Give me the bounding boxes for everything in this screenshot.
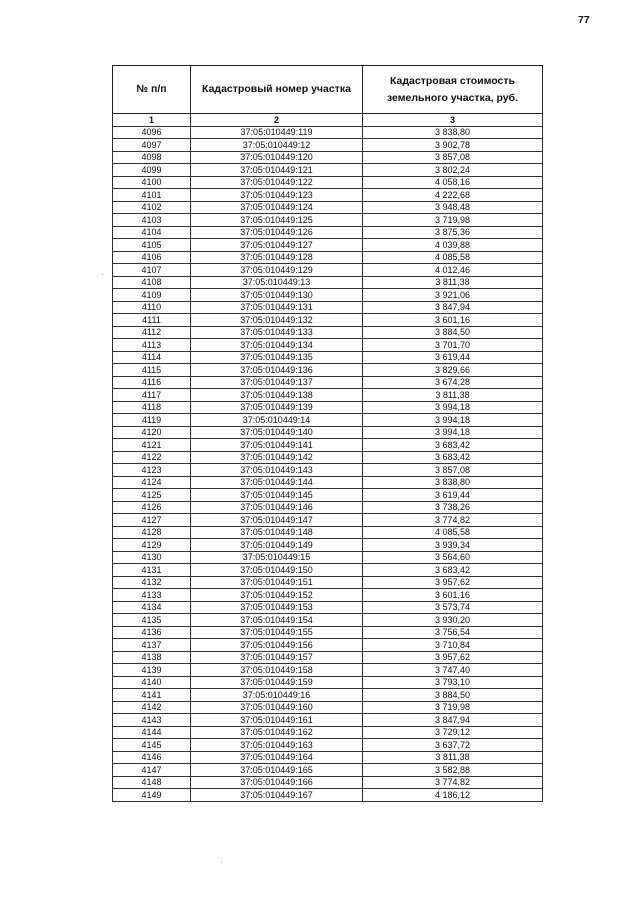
- cadastral-number-cell: 37:05:010449:148: [191, 526, 363, 539]
- table-row: [113, 139, 543, 152]
- table-row: [113, 251, 543, 264]
- cadastral-value-cell: 4 085,58: [363, 251, 543, 264]
- cadastral-number-cell: 37:05:010449:139: [191, 401, 363, 414]
- row-number-cell: 4146: [113, 751, 191, 764]
- cadastral-value-cell: 3 884,50: [363, 689, 543, 702]
- row-number-cell: 4145: [113, 739, 191, 752]
- row-number-cell: 4131: [113, 564, 191, 577]
- cadastral-value-cell: 3 774,82: [363, 776, 543, 789]
- row-number-cell: 4136: [113, 626, 191, 639]
- cadastral-number-cell: 37:05:010449:164: [191, 751, 363, 764]
- scan-speck: ·: [220, 858, 223, 867]
- cadastral-number-cell: 37:05:010449:121: [191, 164, 363, 177]
- column-number-3: 3: [363, 114, 543, 127]
- row-number-cell: 4114: [113, 351, 191, 364]
- cadastral-number-cell: 37:05:010449:149: [191, 539, 363, 552]
- table-row: [113, 414, 543, 427]
- cadastral-value-cell: 3 573,74: [363, 601, 543, 614]
- table-row: [113, 351, 543, 364]
- row-number-cell: 4113: [113, 339, 191, 352]
- table-row: [113, 501, 543, 514]
- cadastral-number-cell: 37:05:010449:131: [191, 301, 363, 314]
- row-number-cell: 4142: [113, 701, 191, 714]
- cadastral-number-cell: 37:05:010449:126: [191, 226, 363, 239]
- cadastral-value-cell: 3 729,12: [363, 726, 543, 739]
- cadastral-value-cell: 3 957,62: [363, 576, 543, 589]
- row-number-cell: 4107: [113, 264, 191, 277]
- row-number-cell: 4123: [113, 464, 191, 477]
- cadastral-number-cell: 37:05:010449:124: [191, 201, 363, 214]
- table-row: [113, 551, 543, 564]
- cadastral-value-cell: 3 683,42: [363, 451, 543, 464]
- row-number-cell: 4127: [113, 514, 191, 527]
- cadastral-number-cell: 37:05:010449:141: [191, 439, 363, 452]
- table-row: [113, 189, 543, 202]
- table-row: [113, 439, 543, 452]
- cadastral-value-cell: 4 058,16: [363, 176, 543, 189]
- cadastral-value-cell: 3 793,10: [363, 676, 543, 689]
- cadastral-number-cell: 37:05:010449:119: [191, 126, 363, 139]
- cadastral-number-cell: 37:05:010449:147: [191, 514, 363, 527]
- table-row: [113, 714, 543, 727]
- row-number-cell: 4141: [113, 689, 191, 702]
- row-number-cell: 4137: [113, 639, 191, 652]
- cadastral-value-cell: 3 811,38: [363, 276, 543, 289]
- cadastral-value-cell: 3 829,66: [363, 364, 543, 377]
- table-row: [113, 126, 543, 139]
- cadastral-number-cell: 37:05:010449:160: [191, 701, 363, 714]
- table-row: [113, 476, 543, 489]
- row-number-cell: 4099: [113, 164, 191, 177]
- cadastral-value-cell: 3 582,88: [363, 764, 543, 777]
- header-cadastral-value: Кадастровая стоимость земельного участка, руб.: [363, 66, 543, 114]
- cadastral-value-cell: 3 774,82: [363, 514, 543, 527]
- column-number-1: 1: [113, 114, 191, 127]
- row-number-cell: 4147: [113, 764, 191, 777]
- cadastral-value-cell: 3 957,62: [363, 651, 543, 664]
- cadastral-value-cell: 4 085,58: [363, 526, 543, 539]
- row-number-cell: 4125: [113, 489, 191, 502]
- row-number-cell: 4121: [113, 439, 191, 452]
- row-number-cell: 4140: [113, 676, 191, 689]
- cadastral-value-cell: 3 756,54: [363, 626, 543, 639]
- row-number-cell: 4143: [113, 714, 191, 727]
- cadastral-number-cell: 37:05:010449:155: [191, 626, 363, 639]
- cadastral-number-cell: 37:05:010449:159: [191, 676, 363, 689]
- cadastral-number-cell: 37:05:010449:143: [191, 464, 363, 477]
- row-number-cell: 4135: [113, 614, 191, 627]
- cadastral-number-cell: 37:05:010449:153: [191, 601, 363, 614]
- table-row: [113, 639, 543, 652]
- table-row: [113, 514, 543, 527]
- table-row: [113, 201, 543, 214]
- row-number-cell: 4105: [113, 239, 191, 252]
- cadastral-value-cell: 4 039,88: [363, 239, 543, 252]
- cadastral-number-cell: 37:05:010449:146: [191, 501, 363, 514]
- table-body: [113, 114, 543, 802]
- cadastral-number-cell: 37:05:010449:16: [191, 689, 363, 702]
- table-row: [113, 226, 543, 239]
- cadastral-number-cell: 37:05:010449:166: [191, 776, 363, 789]
- cadastral-value-cell: 3 930,20: [363, 614, 543, 627]
- cadastral-value-cell: 3 601,16: [363, 589, 543, 602]
- cadastral-value-cell: 3 619,44: [363, 489, 543, 502]
- table-row: [113, 626, 543, 639]
- cadastral-number-cell: 37:05:010449:165: [191, 764, 363, 777]
- cadastral-value-cell: 4 012,46: [363, 264, 543, 277]
- table-row: [113, 701, 543, 714]
- cadastral-value-cell: 3 719,98: [363, 214, 543, 227]
- table-row: [113, 176, 543, 189]
- row-number-cell: 4109: [113, 289, 191, 302]
- cadastral-value-table: [112, 65, 543, 802]
- cadastral-number-cell: 37:05:010449:127: [191, 239, 363, 252]
- cadastral-value-cell: 3 719,98: [363, 701, 543, 714]
- table-row: [113, 751, 543, 764]
- cadastral-number-cell: 37:05:010449:151: [191, 576, 363, 589]
- row-number-cell: 4133: [113, 589, 191, 602]
- cadastral-number-cell: 37:05:010449:130: [191, 289, 363, 302]
- cadastral-value-cell: 3 902,78: [363, 139, 543, 152]
- cadastral-number-cell: 37:05:010449:133: [191, 326, 363, 339]
- row-number-cell: 4116: [113, 376, 191, 389]
- cadastral-value-cell: 3 710,84: [363, 639, 543, 652]
- cadastral-value-cell: 3 857,08: [363, 464, 543, 477]
- cadastral-value-cell: 3 838,80: [363, 476, 543, 489]
- row-number-cell: 4122: [113, 451, 191, 464]
- cadastral-value-cell: 3 811,38: [363, 389, 543, 402]
- cadastral-number-cell: 37:05:010449:120: [191, 151, 363, 164]
- cadastral-value-cell: 3 683,42: [363, 439, 543, 452]
- cadastral-number-cell: 37:05:010449:145: [191, 489, 363, 502]
- row-number-cell: 4118: [113, 401, 191, 414]
- table-row: [113, 426, 543, 439]
- header-cadastral-number: Кадастровый номер участка: [191, 66, 363, 114]
- row-number-cell: 4103: [113, 214, 191, 227]
- cadastral-value-cell: 3 701,70: [363, 339, 543, 352]
- cadastral-value-cell: 3 857,08: [363, 151, 543, 164]
- table-row: [113, 326, 543, 339]
- table-row: [113, 739, 543, 752]
- table-row: [113, 676, 543, 689]
- cadastral-value-cell: 3 994,18: [363, 401, 543, 414]
- cadastral-value-cell: 3 875,36: [363, 226, 543, 239]
- table-row: [113, 789, 543, 802]
- row-number-cell: 4129: [113, 539, 191, 552]
- table-row: [113, 289, 543, 302]
- table-row: [113, 601, 543, 614]
- row-number-cell: 4115: [113, 364, 191, 377]
- row-number-cell: 4119: [113, 414, 191, 427]
- cadastral-value-cell: 3 674,28: [363, 376, 543, 389]
- table-row: [113, 214, 543, 227]
- table-row: [113, 276, 543, 289]
- table-row: [113, 614, 543, 627]
- cadastral-number-cell: 37:05:010449:140: [191, 426, 363, 439]
- header-row: [113, 66, 543, 114]
- cadastral-value-cell: 3 994,18: [363, 426, 543, 439]
- row-number-cell: 4139: [113, 664, 191, 677]
- row-number-cell: 4104: [113, 226, 191, 239]
- row-number-cell: 4128: [113, 526, 191, 539]
- cadastral-number-cell: 37:05:010449:158: [191, 664, 363, 677]
- column-number-2: 2: [191, 114, 363, 127]
- cadastral-value-cell: 3 921,06: [363, 289, 543, 302]
- row-number-cell: 4144: [113, 726, 191, 739]
- cadastral-number-cell: 37:05:010449:128: [191, 251, 363, 264]
- row-number-cell: 4124: [113, 476, 191, 489]
- cadastral-value-cell: 3 811,38: [363, 751, 543, 764]
- table-row: [113, 564, 543, 577]
- cadastral-number-cell: 37:05:010449:125: [191, 214, 363, 227]
- table-row: [113, 151, 543, 164]
- table-row: [113, 726, 543, 739]
- row-number-cell: 4134: [113, 601, 191, 614]
- row-number-cell: 4102: [113, 201, 191, 214]
- cadastral-number-cell: 37:05:010449:135: [191, 351, 363, 364]
- cadastral-value-cell: 3 601,16: [363, 314, 543, 327]
- row-number-cell: 4097: [113, 139, 191, 152]
- table-row: [113, 401, 543, 414]
- table-row: [113, 776, 543, 789]
- cadastral-number-cell: 37:05:010449:137: [191, 376, 363, 389]
- cadastral-number-cell: 37:05:010449:154: [191, 614, 363, 627]
- cadastral-number-cell: 37:05:010449:13: [191, 276, 363, 289]
- cadastral-value-cell: 3 564,60: [363, 551, 543, 564]
- table-row: [113, 589, 543, 602]
- table-row: [113, 314, 543, 327]
- row-number-cell: 4148: [113, 776, 191, 789]
- cadastral-number-cell: 37:05:010449:161: [191, 714, 363, 727]
- cadastral-number-cell: 37:05:010449:134: [191, 339, 363, 352]
- table-row: [113, 364, 543, 377]
- table-row: [113, 376, 543, 389]
- column-number-row: [113, 114, 543, 127]
- cadastral-value-cell: 3 847,94: [363, 301, 543, 314]
- table-row: [113, 651, 543, 664]
- cadastral-number-cell: 37:05:010449:132: [191, 314, 363, 327]
- table-row: [113, 389, 543, 402]
- row-number-cell: 4132: [113, 576, 191, 589]
- cadastral-number-cell: 37:05:010449:136: [191, 364, 363, 377]
- cadastral-value-cell: 3 683,42: [363, 564, 543, 577]
- cadastral-number-cell: 37:05:010449:150: [191, 564, 363, 577]
- row-number-cell: 4138: [113, 651, 191, 664]
- table-row: [113, 451, 543, 464]
- cadastral-number-cell: 37:05:010449:138: [191, 389, 363, 402]
- cadastral-value-cell: 3 939,34: [363, 539, 543, 552]
- table-row: [113, 164, 543, 177]
- row-number-cell: 4096: [113, 126, 191, 139]
- cadastral-number-cell: 37:05:010449:167: [191, 789, 363, 802]
- row-number-cell: 4100: [113, 176, 191, 189]
- cadastral-number-cell: 37:05:010449:152: [191, 589, 363, 602]
- cadastral-value-cell: 4 186,12: [363, 789, 543, 802]
- header-num: № п/п: [113, 66, 191, 114]
- row-number-cell: 4112: [113, 326, 191, 339]
- table-row: [113, 539, 543, 552]
- cadastral-number-cell: 37:05:010449:156: [191, 639, 363, 652]
- row-number-cell: 4120: [113, 426, 191, 439]
- cadastral-value-cell: 3 619,44: [363, 351, 543, 364]
- scan-speck: ·: [101, 270, 104, 279]
- row-number-cell: 4111: [113, 314, 191, 327]
- cadastral-number-cell: 37:05:010449:144: [191, 476, 363, 489]
- row-number-cell: 4108: [113, 276, 191, 289]
- cadastral-value-cell: 3 738,26: [363, 501, 543, 514]
- cadastral-number-cell: 37:05:010449:162: [191, 726, 363, 739]
- cadastral-value-cell: 3 884,50: [363, 326, 543, 339]
- page-number: 77: [578, 14, 590, 26]
- row-number-cell: 4101: [113, 189, 191, 202]
- table-row: [113, 301, 543, 314]
- row-number-cell: 4126: [113, 501, 191, 514]
- table-row: [113, 526, 543, 539]
- cadastral-number-cell: 37:05:010449:163: [191, 739, 363, 752]
- cadastral-number-cell: 37:05:010449:12: [191, 139, 363, 152]
- row-number-cell: 4117: [113, 389, 191, 402]
- row-number-cell: 4149: [113, 789, 191, 802]
- table-row: [113, 576, 543, 589]
- cadastral-value-cell: 3 994,18: [363, 414, 543, 427]
- cadastral-value-cell: 4 222,68: [363, 189, 543, 202]
- cadastral-number-cell: 37:05:010449:122: [191, 176, 363, 189]
- table-header: [113, 66, 543, 114]
- cadastral-number-cell: 37:05:010449:157: [191, 651, 363, 664]
- table-row: [113, 339, 543, 352]
- table-row: [113, 239, 543, 252]
- table-row: [113, 689, 543, 702]
- table-row: [113, 664, 543, 677]
- cadastral-value-cell: 3 802,24: [363, 164, 543, 177]
- table-row: [113, 764, 543, 777]
- table-row: [113, 464, 543, 477]
- row-number-cell: 4130: [113, 551, 191, 564]
- table-row: [113, 489, 543, 502]
- cadastral-value-cell: 3 948,48: [363, 201, 543, 214]
- cadastral-number-cell: 37:05:010449:14: [191, 414, 363, 427]
- row-number-cell: 4110: [113, 301, 191, 314]
- cadastral-value-cell: 3 747,40: [363, 664, 543, 677]
- cadastral-value-cell: 3 838,80: [363, 126, 543, 139]
- row-number-cell: 4106: [113, 251, 191, 264]
- cadastral-number-cell: 37:05:010449:123: [191, 189, 363, 202]
- cadastral-value-cell: 3 637,72: [363, 739, 543, 752]
- table-row: [113, 264, 543, 277]
- cadastral-number-cell: 37:05:010449:129: [191, 264, 363, 277]
- row-number-cell: 4098: [113, 151, 191, 164]
- cadastral-number-cell: 37:05:010449:142: [191, 451, 363, 464]
- cadastral-value-cell: 3 847,94: [363, 714, 543, 727]
- cadastral-number-cell: 37:05:010449:15: [191, 551, 363, 564]
